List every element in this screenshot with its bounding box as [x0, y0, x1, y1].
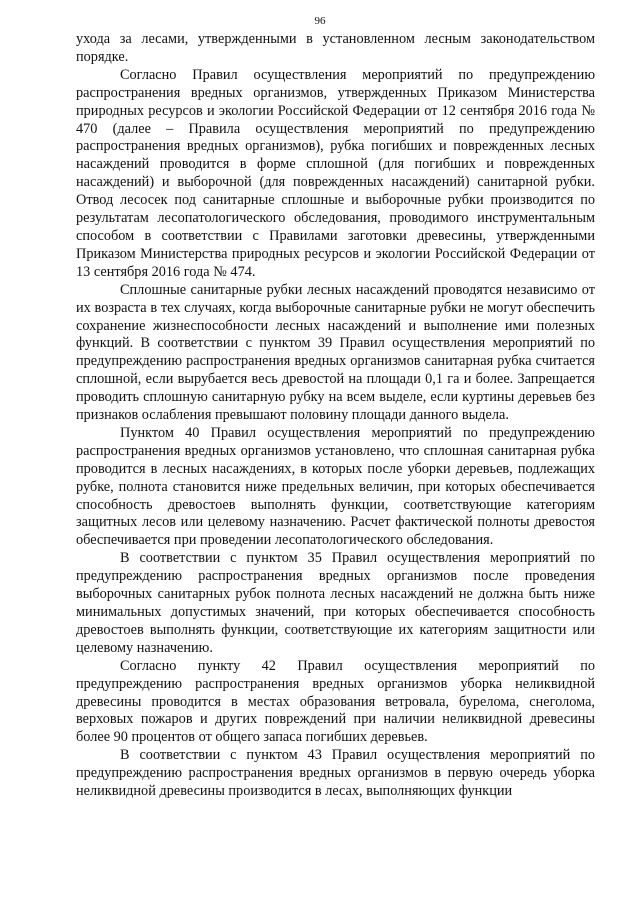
- paragraph-rules-470: Согласно Правил осуществления мероприятий по предупреждению распространения вредных организмов, утвержденных Приказом Министерства природных ресурсов и экологии Российской Федерации от 12 сентября 2016 года № 470 (далее – Правила осуществления мероприятий по предупреждению распространения вредных организмов), рубка погибших и поврежденных лесных насаждений проводится в форме сплошной (для погибших и поврежденных насаждений) и выборочной (для поврежденных насаждений) санитарной рубки. Отвод лесосек под санитарные сплошные и выборочные рубки производится по результатам лесопатологического обследования, проводимого инструментальным способом в соответствии с Правилами заготовки древесины, утвержденными Приказом Министерства природных ресурсов и экологии Российской Федерации от 13 сентября 2016 года № 474.: [76, 66, 595, 280]
- paragraph-point-43: В соответствии с пунктом 43 Правил осуществления мероприятий по предупреждению распространения вредных организмов в первую очередь уборка неликвидной древесины производится в лесах, выполняющих функции: [76, 747, 595, 800]
- paragraph-continued: ухода за лесами, утвержденными в установленном лесным законодательством порядке.: [76, 31, 595, 65]
- paragraph-clear-cut: Сплошные санитарные рубки лесных насаждений проводятся независимо от их возраста в тех случаях, когда выборочные санитарные рубки не могут обеспечить сохранение жизнеспособности лесных насаждений и выполнение ими полезных функций. В соответствии с пунктом 39 Правил осуществления мероприятий по предупреждению распространения вредных организмов санитарная рубка считается сплошной, если вырубается весь древостой на площади 0,1 га и более. Запрещается проводить сплошную санитарную рубку на всем выделе, если куртины деревьев без признаков ослабления превышают половину площади данного выдела.: [76, 281, 595, 424]
- paragraph-point-42: Согласно пункту 42 Правил осуществления мероприятий по предупреждению распространения вредных организмов уборка неликвидной древесины проводится в местах образования ветровала, бурелома, снеголома, верховых пожаров и других повреждений при наличии неликвидной древесины более 90 процентов от общего запаса погибших деревьев.: [76, 657, 595, 746]
- paragraph-point-40: Пунктом 40 Правил осуществления мероприятий по предупреждению распространения вредных организмов установлено, что сплошная санитарная рубка проводится в лесных насаждениях, в которых после уборки деревьев, подлежащих рубке, полнота становится ниже предельных величин, при которых обеспечивается способность древостоев выполнять функции, соответствующие категориям защитных лесов или целевому назначению. Расчет фактической полноты древостоя обеспечивается при проведении лесопатологического обследования.: [76, 424, 595, 549]
- document-body: [76, 31, 595, 801]
- page-number: 96: [314, 15, 326, 27]
- paragraph-point-35: В соответствии с пунктом 35 Правил осуществления мероприятий по предупреждению распространения вредных организмов после проведения выборочных санитарных рубок полнота лесных насаждений не должна быть ниже минимальных допустимых значений, при которых обеспечивается способность древостоев выполнять функции, соответствующие их категориям защитности или целевому назначению.: [76, 550, 595, 656]
